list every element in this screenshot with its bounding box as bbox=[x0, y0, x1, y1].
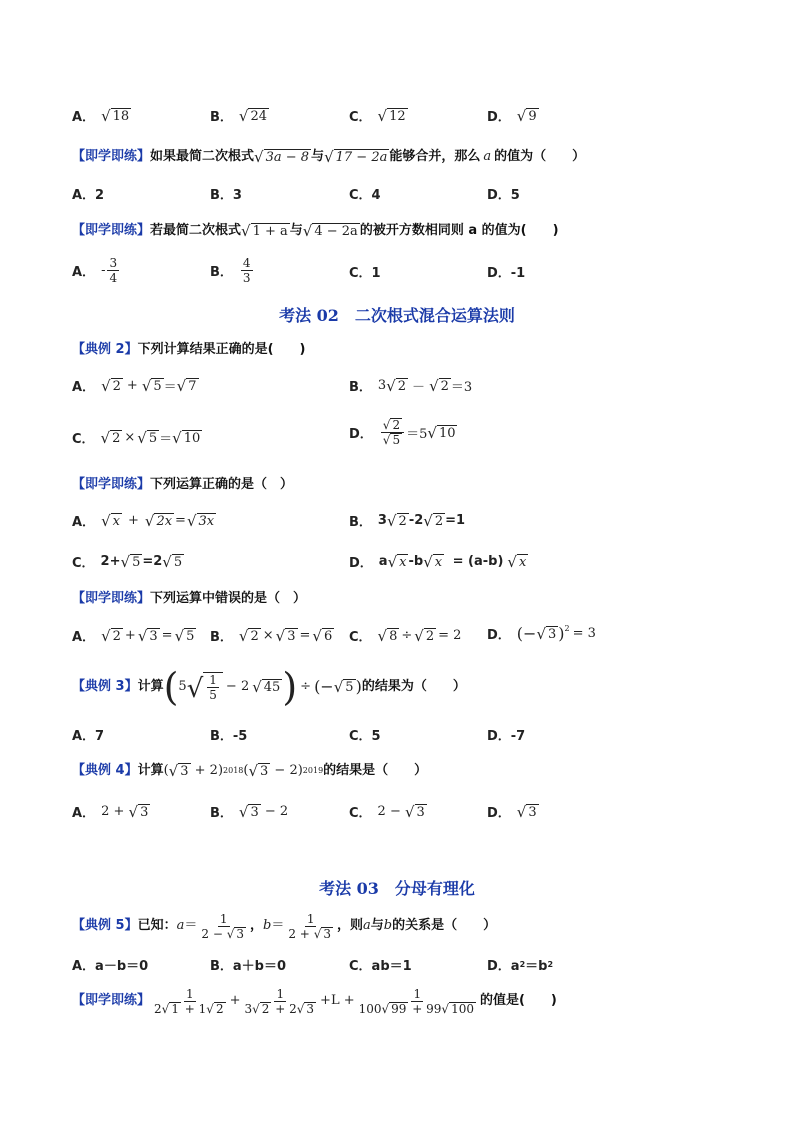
coefficient: a bbox=[378, 554, 388, 569]
fraction: 1 2 − √ 3 bbox=[201, 911, 244, 941]
option-b[interactable] bbox=[210, 626, 334, 645]
option-c[interactable] bbox=[349, 802, 427, 821]
exponent: 2 bbox=[547, 960, 554, 969]
option-a[interactable] bbox=[72, 256, 121, 285]
expression: 2 + bbox=[101, 804, 129, 819]
operator: ＝ bbox=[184, 918, 198, 933]
radical: √ 12 bbox=[377, 106, 406, 125]
radical: √ 5 bbox=[137, 428, 158, 447]
coefficient: -b bbox=[408, 554, 424, 569]
radical: √ x bbox=[387, 552, 407, 571]
coefficient: 3 bbox=[377, 513, 387, 528]
option-label: B． bbox=[210, 630, 233, 645]
question-text: 的值是( ) bbox=[479, 993, 557, 1008]
option-label: C． bbox=[349, 630, 372, 645]
question-text: 的结果为（ ） bbox=[361, 679, 466, 694]
option-label: D． bbox=[487, 806, 511, 821]
radical: √ 5 bbox=[174, 626, 195, 645]
operator: ＝5 bbox=[406, 427, 428, 442]
radical: √ 3 bbox=[248, 762, 269, 780]
option-a[interactable]: A．2 bbox=[72, 188, 105, 203]
option-label: B． bbox=[210, 806, 233, 821]
sign: - bbox=[101, 263, 106, 278]
radical: √ 2 bbox=[386, 511, 407, 530]
option-label: A． bbox=[72, 630, 96, 645]
section-title: 考法 03 分母有理化 bbox=[319, 879, 475, 898]
expression: + 2) bbox=[190, 763, 224, 778]
radical: √ 9 bbox=[516, 106, 537, 125]
option-d[interactable]: D．-7 bbox=[487, 729, 526, 744]
paren-close: ) bbox=[282, 665, 298, 709]
question-text: 如果最简二次根式 bbox=[150, 149, 255, 164]
radical: √ 7 bbox=[176, 376, 197, 395]
option-label: A． bbox=[72, 806, 96, 821]
operator: = bbox=[161, 628, 173, 643]
option-label: D． bbox=[349, 427, 373, 442]
exponent: 2019 bbox=[302, 766, 324, 775]
paren: (− bbox=[314, 677, 334, 696]
paren: ) bbox=[558, 624, 565, 643]
radical: √ 45 bbox=[252, 678, 281, 696]
operator: ＝3 bbox=[450, 380, 473, 395]
expression: − 2 bbox=[260, 804, 289, 819]
operator: ＝ bbox=[163, 380, 177, 395]
question-text: 的被开方数相同则 a 的值为( ) bbox=[359, 223, 559, 238]
radical: √ 10 bbox=[172, 428, 201, 447]
radical: √ 3 bbox=[275, 626, 296, 645]
question-5 bbox=[72, 589, 734, 609]
option-label: C． bbox=[72, 556, 95, 571]
radical: √ 2x bbox=[144, 511, 173, 530]
question-text: 与 bbox=[311, 149, 325, 164]
fraction: 1 2 √ 1 + 1 √ 2 bbox=[154, 986, 224, 1016]
paren: ( bbox=[243, 763, 249, 778]
radical: √ 18 bbox=[101, 106, 130, 125]
option-label: D． bbox=[487, 110, 511, 125]
operator: =2 bbox=[142, 554, 163, 569]
radical: √ 3 bbox=[536, 624, 557, 643]
question-tag: 【即学即练】 bbox=[72, 149, 151, 164]
fraction: $\frac{3}{4}$ bbox=[109, 256, 118, 285]
option-b[interactable] bbox=[349, 376, 472, 395]
question-text: ，则 bbox=[336, 918, 363, 933]
option-c[interactable]: C．4 bbox=[349, 188, 381, 203]
option-b[interactable] bbox=[210, 256, 255, 285]
option-a[interactable] bbox=[72, 802, 150, 821]
fraction: 1 100 √ 99 + 99 √ 100 bbox=[358, 986, 474, 1016]
option-a[interactable]: A．7 bbox=[72, 729, 105, 744]
operator: × bbox=[262, 628, 274, 643]
option-b[interactable] bbox=[210, 802, 288, 821]
section-title: 考法 02 二次根式混合运算法则 bbox=[279, 306, 515, 325]
radical: √ 5 bbox=[162, 552, 183, 571]
operator: ＝ bbox=[271, 918, 285, 933]
question-tag: 【典例 4】 bbox=[72, 763, 138, 778]
option-a[interactable] bbox=[72, 626, 196, 645]
question-text: 计算 bbox=[137, 763, 164, 778]
operator: = bbox=[299, 628, 311, 643]
radical: √ x bbox=[507, 552, 527, 571]
fraction: 1 3 √ 2 + 2 √ 3 bbox=[244, 986, 315, 1016]
question-tag: 【即学即练】 bbox=[72, 993, 151, 1008]
radical: √ 6 bbox=[312, 626, 333, 645]
radical: √ $\frac{1}{5}$ bbox=[187, 672, 223, 702]
radical: √ 2 bbox=[386, 376, 407, 395]
option-c[interactable] bbox=[349, 106, 408, 125]
option-b[interactable]: B．3 bbox=[210, 188, 242, 203]
radical: √ 3 bbox=[404, 802, 425, 821]
question-tag: 【典例 3】 bbox=[72, 679, 138, 694]
radical: √ 3 bbox=[238, 802, 259, 821]
radical: √ 4 − 2a bbox=[302, 222, 358, 240]
expression: − 2) bbox=[270, 763, 303, 778]
radical: √ 2 bbox=[414, 626, 435, 645]
option-b[interactable]: B．a＋b＝0 bbox=[210, 959, 287, 974]
question-text: 与 bbox=[370, 918, 384, 933]
question-9 bbox=[72, 983, 734, 1019]
option-b[interactable] bbox=[349, 511, 471, 530]
option-c[interactable]: C．ab＝1 bbox=[349, 959, 412, 974]
operator: － bbox=[412, 380, 426, 395]
radical: √ 2 bbox=[101, 626, 121, 645]
option-label: C． bbox=[72, 432, 95, 447]
operator: + bbox=[127, 513, 139, 528]
option-label: D． bbox=[487, 628, 511, 643]
expression: 2 − bbox=[377, 804, 405, 819]
option-label: B． bbox=[210, 110, 233, 125]
radical: √ 2 bbox=[100, 428, 121, 447]
operator: + bbox=[126, 378, 138, 393]
radical: √ 3 bbox=[137, 626, 158, 645]
question-1 bbox=[72, 147, 734, 167]
radical: √ 24 bbox=[238, 106, 268, 125]
option-c[interactable] bbox=[72, 428, 202, 447]
operator: =1 bbox=[445, 513, 466, 528]
option-d[interactable]: D．-1 bbox=[487, 266, 526, 281]
radical: √ 5 bbox=[120, 552, 141, 571]
question-text: ， bbox=[250, 918, 264, 933]
question-tag: 【即学即练】 bbox=[72, 223, 151, 238]
variable: a bbox=[363, 918, 371, 933]
operator: + bbox=[124, 628, 136, 643]
operator: -2 bbox=[408, 513, 424, 528]
option-c[interactable] bbox=[349, 626, 461, 645]
option-label: B． bbox=[349, 515, 372, 530]
option-c[interactable]: C．1 bbox=[349, 266, 381, 281]
question-text: 的结果是（ ） bbox=[323, 763, 428, 778]
option-label: C． bbox=[349, 110, 372, 125]
option-d[interactable] bbox=[487, 802, 539, 821]
paren: (− bbox=[516, 624, 537, 643]
radical: √ x bbox=[101, 511, 120, 530]
option-c[interactable] bbox=[72, 552, 184, 571]
radical: √ 3 bbox=[168, 762, 189, 780]
exponent: 2 bbox=[519, 960, 526, 969]
option-d[interactable]: D．5 bbox=[487, 188, 520, 203]
question-text: 计算 bbox=[137, 679, 164, 694]
operator: = 2 bbox=[438, 628, 462, 643]
radical: √ 1 + a bbox=[241, 222, 288, 240]
question-tag: 【典例 2】 bbox=[72, 342, 138, 357]
option-label: A． bbox=[72, 265, 96, 280]
option-label: D． bbox=[349, 556, 373, 571]
question-text: 若最简二次根式 bbox=[150, 223, 242, 238]
option-text: D．a bbox=[487, 959, 520, 974]
question-text: 下列计算结果正确的是( ) bbox=[137, 342, 306, 357]
option-a[interactable]: A．a－b＝0 bbox=[72, 959, 149, 974]
operator: ÷ bbox=[401, 628, 413, 643]
question-text: 与 bbox=[289, 223, 303, 238]
paren-open: ( bbox=[163, 665, 179, 709]
question-text: 下列运算中错误的是（ ） bbox=[150, 591, 307, 606]
question-7 bbox=[72, 761, 734, 781]
radical: √ 3 bbox=[516, 802, 537, 821]
option-d[interactable] bbox=[487, 106, 539, 125]
option-label: B． bbox=[349, 380, 372, 395]
option-a[interactable] bbox=[72, 376, 199, 395]
fraction: 1 2 + √ 3 bbox=[288, 911, 331, 941]
radical: √ 8 bbox=[377, 626, 398, 645]
option-d[interactable] bbox=[487, 955, 553, 974]
radical: √ 2 bbox=[423, 511, 444, 530]
fraction: √ 2 √ 5 bbox=[381, 418, 404, 447]
operator: ÷ bbox=[300, 679, 312, 694]
radical: √ 10 bbox=[427, 423, 456, 442]
variable: b bbox=[263, 918, 272, 933]
question-text: 的值为（ ） bbox=[494, 149, 586, 164]
operator: = bbox=[175, 513, 186, 528]
operator: = 3 bbox=[572, 626, 596, 641]
question-tag: 【即学即练】 bbox=[72, 477, 151, 492]
option-text: ＝b bbox=[525, 959, 548, 974]
option-a[interactable] bbox=[72, 106, 131, 125]
radical: √ 17 − 2a bbox=[324, 148, 388, 166]
question-text: 下列运算正确的是（ ） bbox=[150, 477, 294, 492]
radical: √ 3 bbox=[128, 802, 149, 821]
option-a[interactable] bbox=[72, 511, 216, 530]
radical: √ 2 bbox=[429, 376, 449, 395]
question-6 bbox=[72, 666, 734, 708]
coefficient: 5 bbox=[178, 679, 187, 694]
option-b[interactable]: B．-5 bbox=[210, 729, 248, 744]
question-tag: 【即学即练】 bbox=[72, 591, 151, 606]
radical: √ 5 bbox=[333, 678, 354, 696]
question-8 bbox=[72, 908, 734, 944]
paren: ) bbox=[355, 677, 362, 696]
operator: × bbox=[124, 430, 136, 445]
fraction: $\frac{4}{3}$ bbox=[242, 256, 251, 285]
operator: + bbox=[229, 993, 241, 1008]
radical: √ 2 bbox=[238, 626, 259, 645]
radical: √ 5 bbox=[141, 376, 162, 395]
exponent: 2018 bbox=[223, 766, 244, 775]
radical: √ 2 bbox=[101, 376, 121, 395]
coefficient: 2+ bbox=[100, 554, 121, 569]
question-3 bbox=[72, 340, 734, 360]
question-text: 能够合并，那么 bbox=[389, 149, 481, 164]
variable: b bbox=[383, 918, 393, 933]
option-c[interactable]: C．5 bbox=[349, 729, 381, 744]
option-label: A． bbox=[72, 380, 96, 395]
option-b[interactable] bbox=[210, 106, 269, 125]
option-label: C． bbox=[349, 806, 372, 821]
option-d[interactable] bbox=[349, 418, 457, 447]
option-label: A． bbox=[72, 515, 96, 530]
operator: +L + bbox=[320, 993, 355, 1008]
operator: = (a-b) bbox=[448, 554, 504, 569]
option-d[interactable] bbox=[487, 624, 596, 643]
variable: a bbox=[176, 918, 185, 933]
operator: − 2 bbox=[225, 679, 250, 694]
coefficient: 3 bbox=[377, 378, 387, 393]
radical: √ 3a − 8 bbox=[254, 148, 310, 166]
option-label: B． bbox=[210, 265, 233, 280]
radical: √ 3x bbox=[186, 511, 215, 530]
question-tag: 【典例 5】 bbox=[72, 918, 138, 933]
exponent: 2 bbox=[564, 624, 570, 633]
option-d[interactable] bbox=[349, 552, 528, 571]
question-text: 的关系是（ ） bbox=[392, 918, 497, 933]
radical: √ x bbox=[423, 552, 443, 571]
question-2 bbox=[72, 221, 734, 241]
question-text: 已知： bbox=[137, 918, 177, 933]
paren: ( bbox=[163, 763, 169, 778]
option-label: A． bbox=[72, 110, 96, 125]
question-4 bbox=[72, 475, 734, 495]
variable: a bbox=[483, 149, 492, 164]
operator: ＝ bbox=[159, 432, 173, 447]
